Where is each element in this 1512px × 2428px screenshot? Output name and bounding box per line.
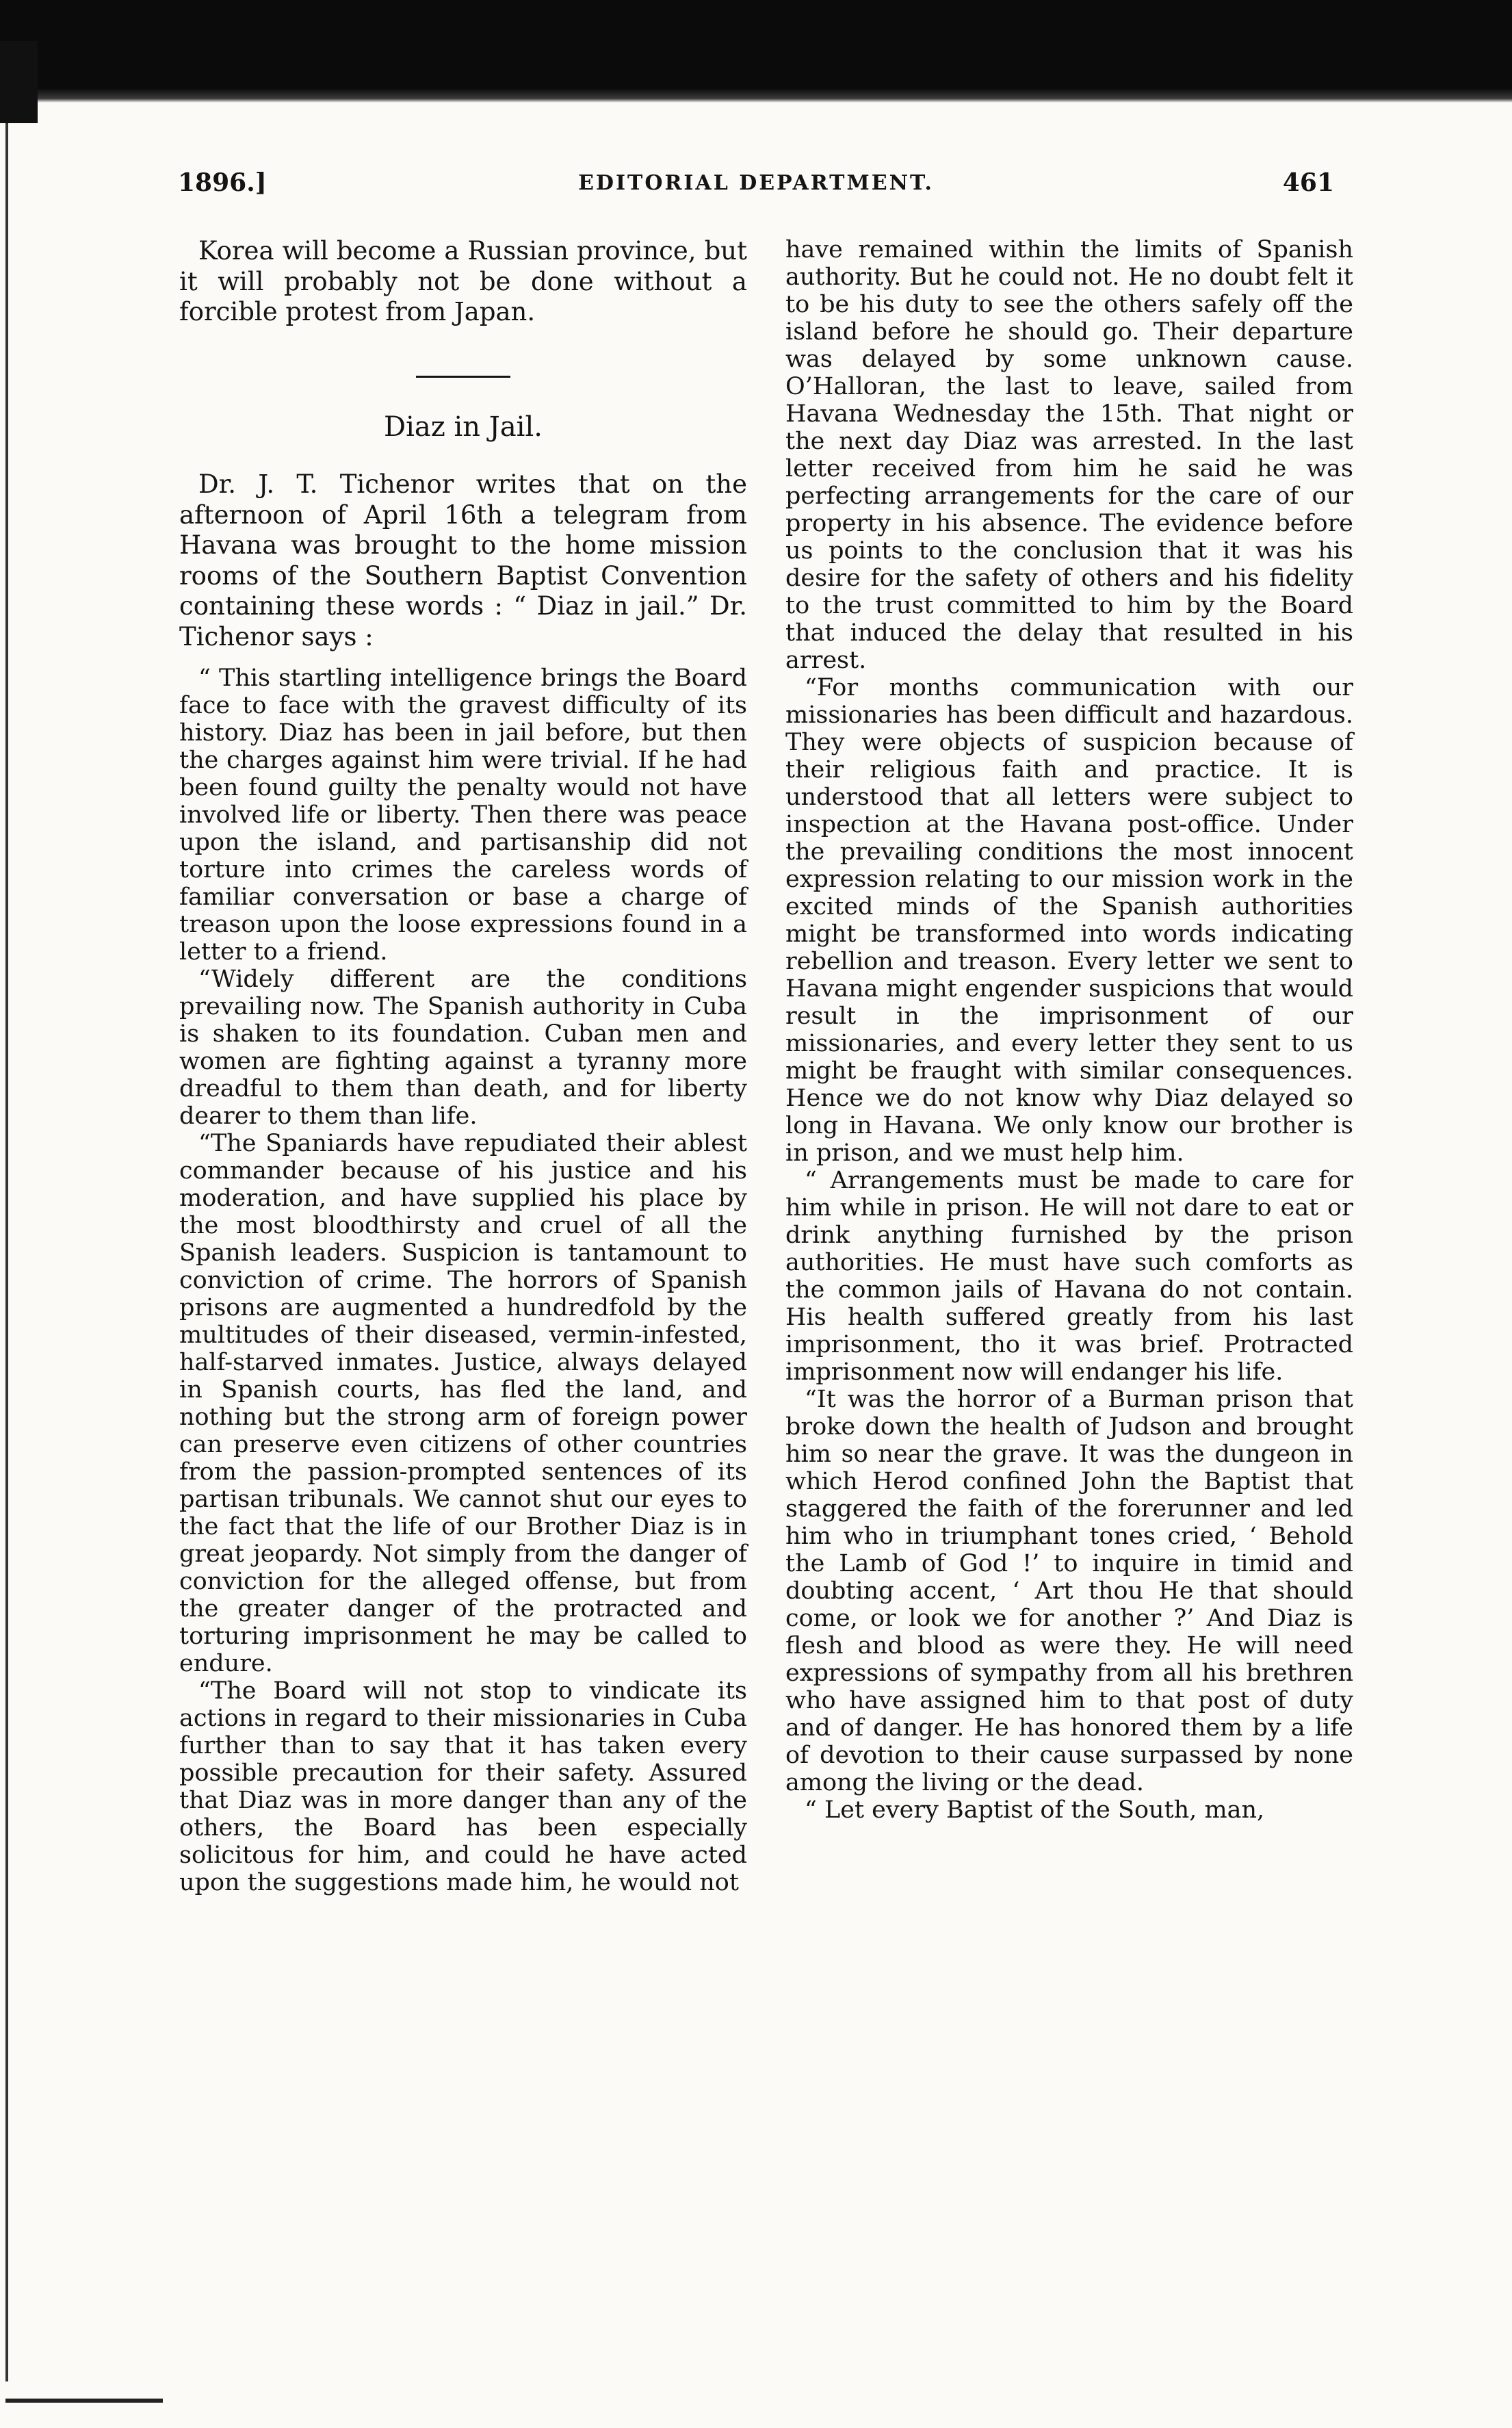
scan-top-border [0,0,1512,103]
quote-paragraph: “The Board will not stop to vindicate its actions in regard to their missionaries in Cuba further than to say that it has taken every possible precaution for their safety. Assured that Diaz was in more danger than any of the others, the Board has been especially solicitous for him, and could he have acted upon the suggestions made him, he would not [179,1677,747,1896]
quote-paragraph: “Widely different are the conditions prevailing now. The Spanish authority in Cuba is shaken to its foundation. Cuban men and women are fighting against a tyranny more dreadful to them than death, and for liberty dearer to them than life. [179,966,747,1130]
quote-paragraph: have remained within the limits of Spanish authority. But he could not. He no doubt felt it to be his duty to see the others safely off the island before he should go. Their departure was delayed by some unknown cause. O’Halloran, the last to leave, sailed from Havana Wednesday the 15th. That night or the next day Diaz was arrested. In the last letter received from him he said he was perfecting arrangements for the care of our property in his absence. The evidence before us points to the conclusion that it was his desire for the safety of others and his fidelity to the trust committed to him by the Board that induced the delay that resulted in his arrest. [785,236,1353,674]
page-header [178,168,1334,209]
left-column [179,236,747,1896]
quote-paragraph: “ This startling intelligence brings the Board face to face with the gravest difficulty of its history. Diaz has been in jail before, but then the charges against him were trivial. If he had been found guilty the penalty would not have involved life or liberty. Then there was peace upon the island, and partisanship did not torture into crimes the careless words of familiar conversation or base a charge of treason upon the loose expressions found in a letter to a friend. [179,664,747,966]
scan-left-edge [5,123,8,2381]
quote-paragraph: “The Spaniards have repudiated their ablest commander because of his justice and his moderation, and have supplied his place by the most bloodthirsty and cruel of all the Spanish leaders. Suspicion is tantamount to conviction of crime. The horrors of Spanish prisons are augmented a hundredfold by the multitudes of their diseased, vermin-infested, half-starved inmates. Justice, always delayed in Spanish courts, has fled the land, and nothing but the strong arm of foreign power can preserve even citizens of other countries from the passion-prompted sentences of its partisan tribunals. We cannot shut our eyes to the fact that the life of our Brother Diaz is in great jeopardy. Not simply from the danger of conviction for the alleged offense, but from the greater danger of the protracted and torturing imprisonment he may be called to endure. [179,1130,747,1677]
lead-paragraph: Dr. J. T. Tichenor writes that on the afternoon of April 16th a telegram from Havana was brought to the home mission rooms of the Southern Baptist Convention containing these words : “ Diaz in jail.” Dr. Tichenor says : [179,469,747,651]
page-number: 461 [1282,168,1334,197]
section-heading: Diaz in Jail. [384,411,543,443]
header-year: 1896.] [178,168,267,197]
running-title: EDITORIAL DEPARTMENT. [578,171,934,195]
intro-paragraph: Korea will become a Russian province, but it will probably not be done without a forcible protest from Japan. [179,236,747,326]
right-column [785,236,1353,1824]
quote-paragraph: “ Arrangements must be made to care for him while in prison. He will not dare to eat or drink anything furnished by the prison authorities. He must have such comforts as the common jails of Havana do not contain. His health suffered greatly from his last imprisonment, tho it was brief. Protracted imprisonment now will endanger his life. [785,1167,1353,1386]
quote-paragraph: “ Let every Baptist of the South, man, [805,1796,1265,1824]
quote-paragraph: “For months communication with our missionaries has been difficult and hazardous. They were objects of suspicion because of their religious faith and practice. It is understood that all letters were subject to inspection at the Havana post-office. Under the prevailing conditions the most innocent expression relating to our mission work in the excited minds of the Spanish authorities might be transformed into words indicating rebellion and treason. Every letter we sent to Havana might engender suspicions that would result in the imprisonment of our missionaries, and every letter they sent to us might be fraught with similar consequences. Hence we do not know why Diaz delayed so long in Havana. We only know our brother is in prison, and we must help him. [785,674,1353,1167]
scan-corner-shadow [0,41,38,123]
quote-paragraph: “It was the horror of a Burman prison that broke down the health of Judson and brought him so near the grave. It was the dungeon in which Herod confined John the Baptist that staggered the faith of the forerunner and led him who in triumphant tones cried, ‘ Behold the Lamb of God !’ to inquire in timid and doubting accent, ‘ Art thou He that should come, or look we for another ?’ And Diaz is flesh and blood as were they. He will need expressions of sympathy from all his brethren who have assigned him to that post of duty and of danger. He has honored them by a life of devotion to their cause surpassed by none among the living or the dead. [785,1386,1353,1796]
section-divider [416,376,510,378]
scan-bottom-mark [5,2399,163,2403]
